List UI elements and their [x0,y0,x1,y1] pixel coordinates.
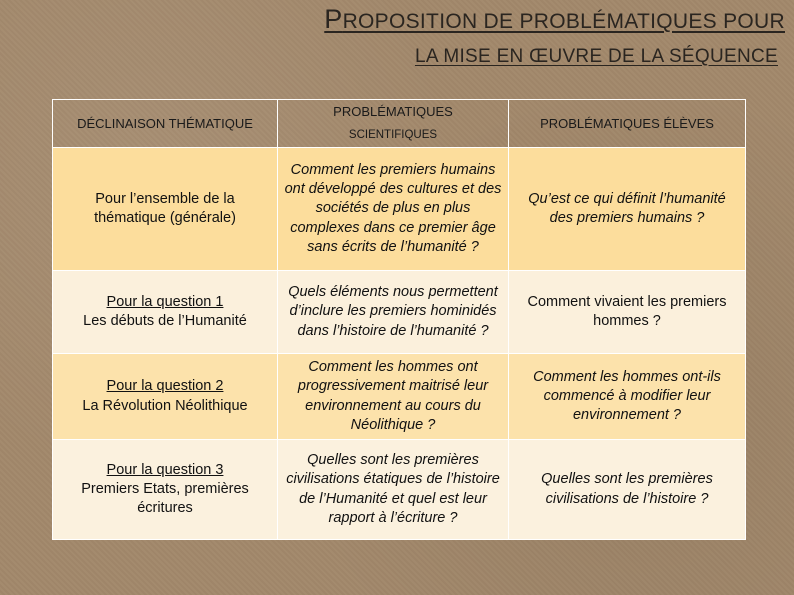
table-row [53,148,746,271]
table-row [53,440,746,540]
row-student-cell: Quelles sont les premières civilisations de l’histoire ? [509,440,746,540]
row-theme-cell: Pour la question 2 La Révolution Néolithique [53,354,278,440]
row-scientific-cell: Quels éléments nous permettent d’inclure les premiers hominidés dans l’histoire de l’humanité ? [278,271,509,354]
slide-title-line1 [0,4,785,35]
header-problematiques-eleves: PROBLÉMATIQUES ÉLÈVES [509,100,746,148]
row-scientific-cell: Comment les premiers humains ont développé des cultures et des sociétés de plus en plus complexes dans ce premier âge sans écrits de l’humanité ? [278,148,509,271]
title-initial: P [324,4,343,34]
header-scientifiques-sub: SCIENTIFIQUES [348,129,438,141]
slide-title-line2: LA MISE EN ŒUVRE DE LA SÉQUENCE [414,46,778,67]
row-student-cell: Comment vivaient les premiers hommes ? [509,271,746,354]
problematics-table [52,99,746,540]
row-scientific-cell: Comment les hommes ont progressivement maitrisé leur environnement au cours du Néolithique ? [278,354,509,440]
row-theme-cell: Pour la question 1 Les débuts de l’Humanité [53,271,278,354]
row-student-cell: Comment les hommes ont-ils commencé à modifier leur environnement ? [509,354,746,440]
header-problematiques-scientifiques: PROBLÉMATIQUES SCIENTIFIQUES [278,100,509,148]
row-scientific-cell: Quelles sont les premières civilisations étatiques de l’histoire de l’Humanité et quel est leur rapport à l’écriture ? [278,440,509,540]
table-row [53,354,746,440]
title-line1-rest: ROPOSITION DE PROBLÉMATIQUES POUR [342,10,785,33]
header-row [53,100,746,148]
row-student-cell: Qu’est ce qui définit l’humanité des premiers humains ? [509,148,746,271]
table-row [53,271,746,354]
row-theme-cell: Pour la question 3 Premiers Etats, premières écritures [53,440,278,540]
row-theme-cell: Pour l’ensemble de la thématique (générale) [53,148,278,271]
header-declinaison: DÉCLINAISON THÉMATIQUE [53,100,278,148]
